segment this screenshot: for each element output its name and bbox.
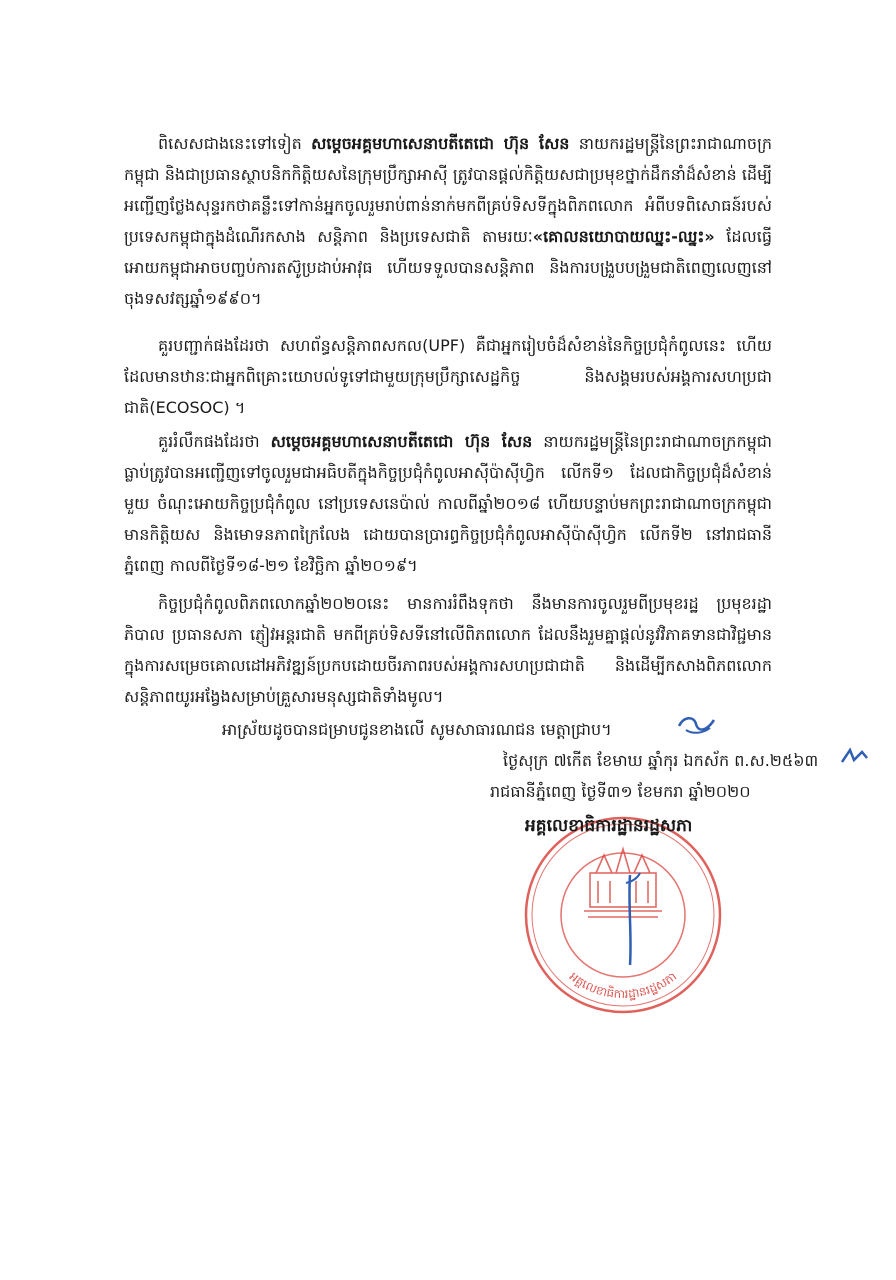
p3-text-post: នាយករដ្ឋមន្ត្រីនៃព្រះរាជាណាចក្រកម្ពុជា ធ្លាប់ត្រូវបានអញ្ជើញទៅចូលរួមជាអធិបតីក្នុងកិច្ចប្រជុំកំពូលអាស៊ីប៉ាស៊ីហ្វិក លើកទី១ ដែលជាកិច្ចប្រជុំដ៏សំខាន់មួយ ចំណុះអោយកិច្ចប្រជុំកំពូល នៅប្រទេសនេប៉ាល់ កាលពីឆ្នាំ២០១៨ ហើយបន្ទាប់មកព្រះរាជាណាចក្រកម្ពុជាមានកិត្តិយស និងមោទនភាពក្រៃលែង ដោយបានប្រារព្ធកិច្ចប្រជុំកំពូលអាស៊ីប៉ាស៊ីហ្វិក លើកទី២ នៅរាជធានីភ្នំពេញ កាលពីថ្ងៃទី១៨-២១ ខែវិច្ឆិកា ឆ្នាំ២០១៩។ — [124, 432, 772, 575]
signer-title: អគ្គលេខាធិការដ្ឋានរដ្ឋសភា — [525, 816, 693, 836]
date-place: រាជធានីភ្នំពេញ ថ្ងៃទី៣១ ខែមករា ឆ្នាំ២០២០ — [490, 782, 751, 801]
paragraph-3 — [124, 426, 772, 581]
p1-text-mid: នាយករដ្ឋមន្ត្រីនៃព្រះរាជាណាចក្រកម្ពុជា និងជាប្រធានស្ថាបនិកកិត្តិយសនៃក្រុមប្រឹក្សាអាស៊ី ត្រូវបានផ្តល់កិត្តិយសជាប្រមុខថ្នាក់ដឹកនាំដ៏សំខាន់ ដើម្បីអញ្ជើញថ្លែងសុន្ទរកថាគន្លឹះទៅកាន់អ្នកចូលរួមរាប់ពាន់នាក់មកពីគ្រប់ទិសទីក្នុងពិភពលោក អំពីបទពិសោធន៍របស់ប្រទេសកម្ពុជាក្នុងដំណើរកសាង សន្តិភាព និងប្រទេសជាតិ តាមរយៈ — [124, 134, 772, 246]
paragraph-2: គួរបញ្ជាក់ផងដែរថា សហព័ន្ធសន្តិភាពសកល(UPF) គឺជាអ្នករៀបចំដ៏សំខាន់នៃកិច្ចប្រជុំកំពូលនេះ ហើយដែលមានឋានៈជាអ្នកពិគ្រោះយោបល់ទូទៅជាមួយក្រុមប្រឹក្សាសេដ្ឋកិច្ច និងសង្គមរបស់អង្គការសហប្រជាជាតិ(ECOSOC) ។ — [124, 336, 772, 417]
initial-signature-1 — [676, 712, 720, 736]
paragraph-1 — [124, 128, 772, 314]
p1-text-post: ដែលធ្វើអោយកម្ពុជាអាចបញ្ចប់ការតស៊ូប្រដាប់អាវុធ ហើយទទួលបានសន្តិភាព និងការបង្រួបបង្រួមជាតិពេញលេញនៅចុងទសវត្សឆ្នាំ១៩៩០។ — [124, 227, 772, 308]
svg-text:អគ្គលេខាធិការដ្ឋានរដ្ឋសភា — [567, 969, 679, 1001]
p1-bold-policy: «គោលនយោបាយឈ្នះ-ឈ្នះ» — [532, 227, 715, 246]
initial-signature-2 — [840, 746, 870, 768]
p1-text-pre: ពិសេសជាងនេះទៅទៀត — [158, 134, 312, 153]
paragraph-4: កិច្ចប្រជុំកំពូលពិភពលោកឆ្នាំ២០២០នេះ មានការរំពឹងទុកថា នឹងមានការចូលរួមពីប្រមុខរដ្ឋ ប្រមុខរដ្ឋាភិបាល ប្រធានសភា ភ្ញៀវអន្តរជាតិ មកពីគ្រប់ទិសទីនៅលើពិភពលោក ដែលនឹងរួមគ្នាផ្តល់នូវវិភាគទានជាវិជ្ជមានក្នុងការសម្រេចគោលដៅអភិវឌ្ឍន៍ប្រកបដោយចីរភាពរបស់អង្គការសហប្រជាជាតិ និងដើម្បីកសាងពិភពលោកសន្តិភាពយូរអង្វែងសម្រាប់គ្រួសារមនុស្សជាតិទាំងមូល។ — [124, 594, 772, 706]
date-lunar: ថ្ងៃសុក្រ ៧កើត ខែមាឃ ឆ្នាំកុរ ឯកស័ក ព.ស.២៥៦៣ — [503, 751, 819, 770]
p3-text-pre: គួររំលឹកផងដែរថា — [158, 432, 271, 451]
seal-text: អគ្គលេខាធិការដ្ឋានរដ្ឋសភា — [566, 969, 680, 1002]
official-seal-icon — [508, 815, 738, 1015]
p3-bold-name: សម្តេចអគ្គមហាសេនាបតីតេជោ ហ៊ុន សែន — [270, 432, 533, 451]
closing-line: អាស្រ័យដូចបានជម្រាបជូនខាងលើ សូមសាធារណជន មេត្តាជ្រាប។ — [222, 720, 612, 739]
p1-bold-name: សម្តេចអគ្គមហាសេនាបតីតេជោ ហ៊ុន សែន — [311, 134, 570, 153]
